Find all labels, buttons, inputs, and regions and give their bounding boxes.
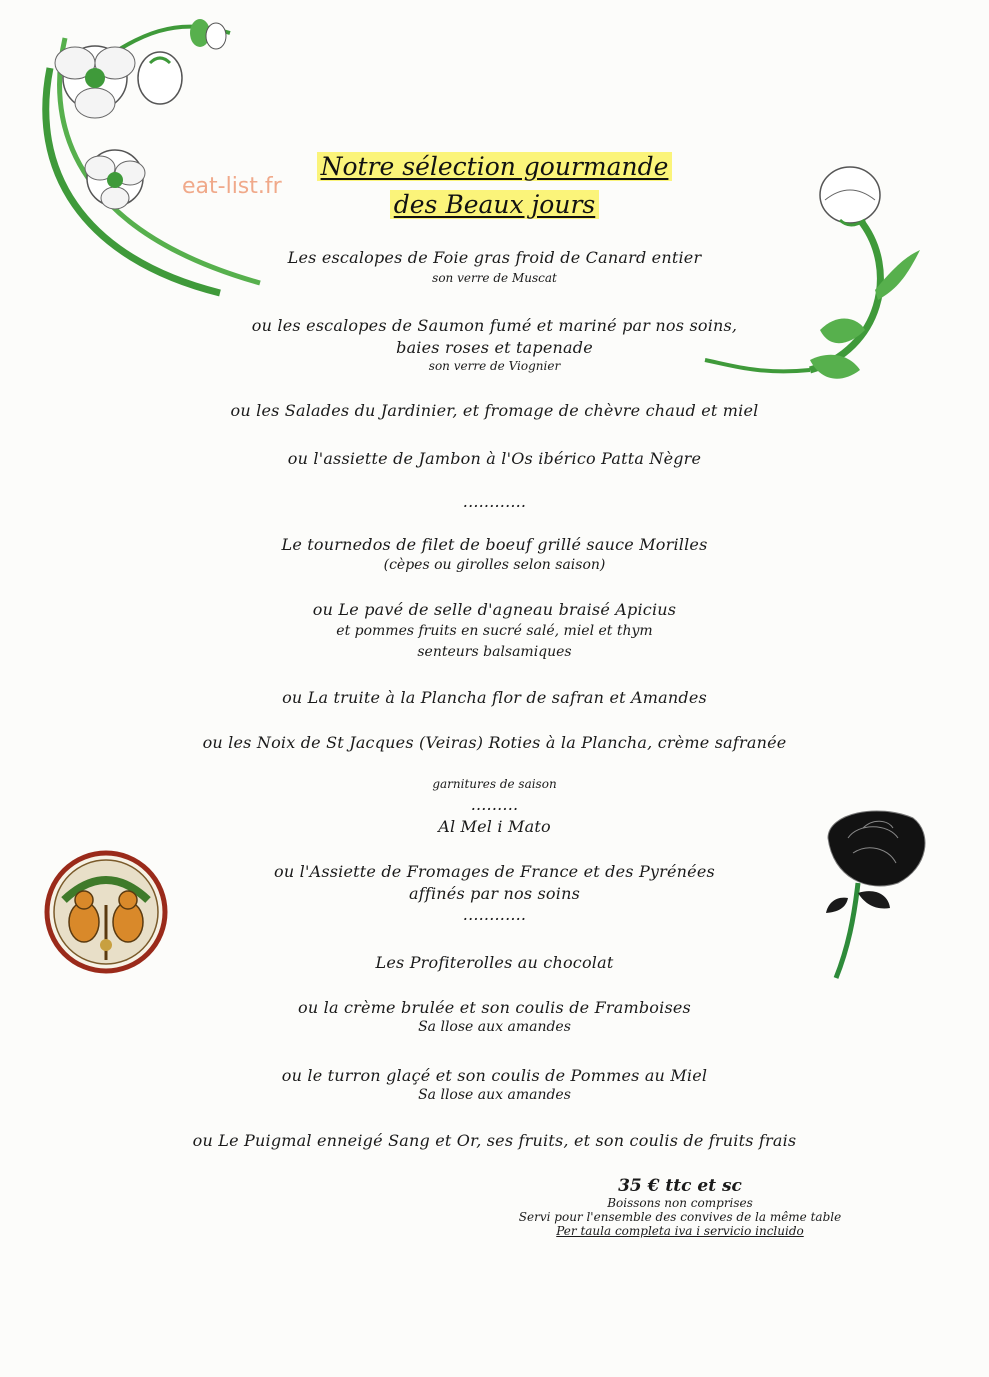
served-note: Servi pour l'ensemble des convives de la même table [518, 1210, 842, 1224]
main-noix-st-jacques: ou les Noix de St Jacques (Veiras) Roties à la Plancha, crème safranée [202, 733, 787, 752]
watermark: eat-list.fr [182, 174, 282, 199]
starter-saumon-note: son verre de Viognier [428, 359, 561, 373]
cheese-assiette: ou l'Assiette de Fromages de France et des Pyrénées [274, 862, 715, 881]
menu-title-text-1: Notre sélection gourmande [317, 152, 673, 181]
menu-title-text-2: des Beaux jours [390, 190, 599, 219]
catalan-note: Per taula completa iva i servicio incluido [556, 1224, 804, 1238]
dessert-turron-line2: Sa llose aux amandes [418, 1087, 571, 1103]
starter-saumon: ou les escalopes de Saumon fumé et mariné par nos soins, [251, 316, 738, 335]
price: 35 € ttc et sc [618, 1176, 742, 1196]
cheese-mel-mato: Al Mel i Mato [438, 817, 551, 836]
dessert-puigmal: ou Le Puigmal enneigé Sang et Or, ses fruits, et son coulis de fruits frais [192, 1131, 797, 1150]
menu-title-line1 [0, 152, 989, 181]
dessert-profiterolles: Les Profiterolles au chocolat [375, 953, 614, 972]
starter-foie-gras: Les escalopes de Foie gras froid de Canard entier [287, 248, 702, 267]
price-block [470, 1176, 890, 1238]
dessert-creme-brulee: ou la crème brulée et son coulis de Framboises [298, 998, 691, 1017]
main-garnish: garnitures de saison [432, 777, 557, 791]
main-truite: ou La truite à la Plancha flor de safran et Amandes [282, 688, 707, 707]
main-agneau: ou Le pavé de selle d'agneau braisé Apicius [312, 600, 677, 619]
main-tournedos: Le tournedos de filet de boeuf grillé sauce Morilles [281, 535, 708, 554]
starter-jambon: ou l'assiette de Jambon à l'Os ibérico Patta Nègre [287, 449, 702, 468]
starter-saumon-line2: baies roses et tapenade [396, 338, 593, 357]
main-agneau-line2: et pommes fruits en sucré salé, miel et thym [336, 623, 653, 639]
cheese-assiette-line2: affinés par nos soins [409, 884, 580, 903]
main-agneau-line3: senteurs balsamiques [417, 644, 572, 660]
drinks-note: Boissons non comprises [607, 1196, 753, 1210]
separator-2: ......... [470, 795, 519, 814]
starter-foie-gras-note: son verre de Muscat [432, 271, 557, 285]
separator-1: ............ [462, 492, 527, 511]
menu-title-line2 [0, 190, 989, 219]
dessert-turron: ou le turron glaçé et son coulis de Pommes au Miel [281, 1066, 708, 1085]
separator-3: ............ [462, 905, 527, 924]
dessert-creme-brulee-line2: Sa llose aux amandes [418, 1019, 571, 1035]
main-tournedos-note: (cèpes ou girolles selon saison) [383, 557, 606, 573]
starter-salades: ou les Salades du Jardinier, et fromage de chèvre chaud et miel [230, 401, 759, 420]
